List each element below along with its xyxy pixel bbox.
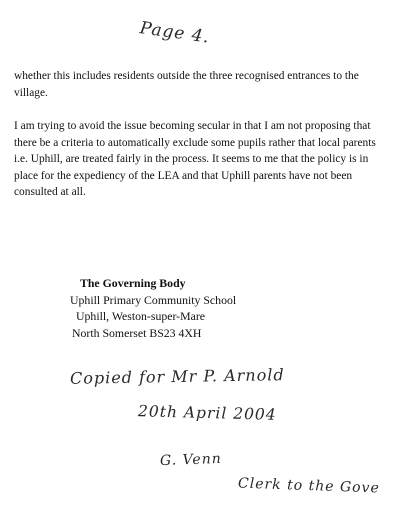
paragraph-residents: whether this includes residents outside the three recognised entrances to the village.: [14, 70, 359, 99]
handwritten-signature: G. Venn: [159, 450, 222, 470]
address-block: [70, 275, 237, 341]
address-title: The Governing Body: [80, 276, 186, 290]
handwritten-clerk-title: Clerk to the Gove: [237, 475, 381, 497]
address-town: Uphill, Weston-super-Mare: [76, 309, 205, 323]
handwritten-page-number: Page 4.: [138, 18, 212, 48]
handwritten-copied-note: Copied for Mr P. Arnold: [69, 365, 285, 388]
address-school: Uphill Primary Community School: [70, 292, 237, 307]
handwritten-date: 20th April 2004: [137, 402, 277, 424]
address-county: North Somerset BS23 4XH: [72, 325, 202, 340]
paragraph-policy: I am trying to avoid the issue becoming secular in that I am not proposing that there be a criteria to automatically exclude some pupils rather that local parents i.e. Uphill, are treated fairly in the process. It seems to me that the policy is in place for the expediency of the LEA and that Uphill parents have not been consulted at all.: [14, 120, 376, 198]
